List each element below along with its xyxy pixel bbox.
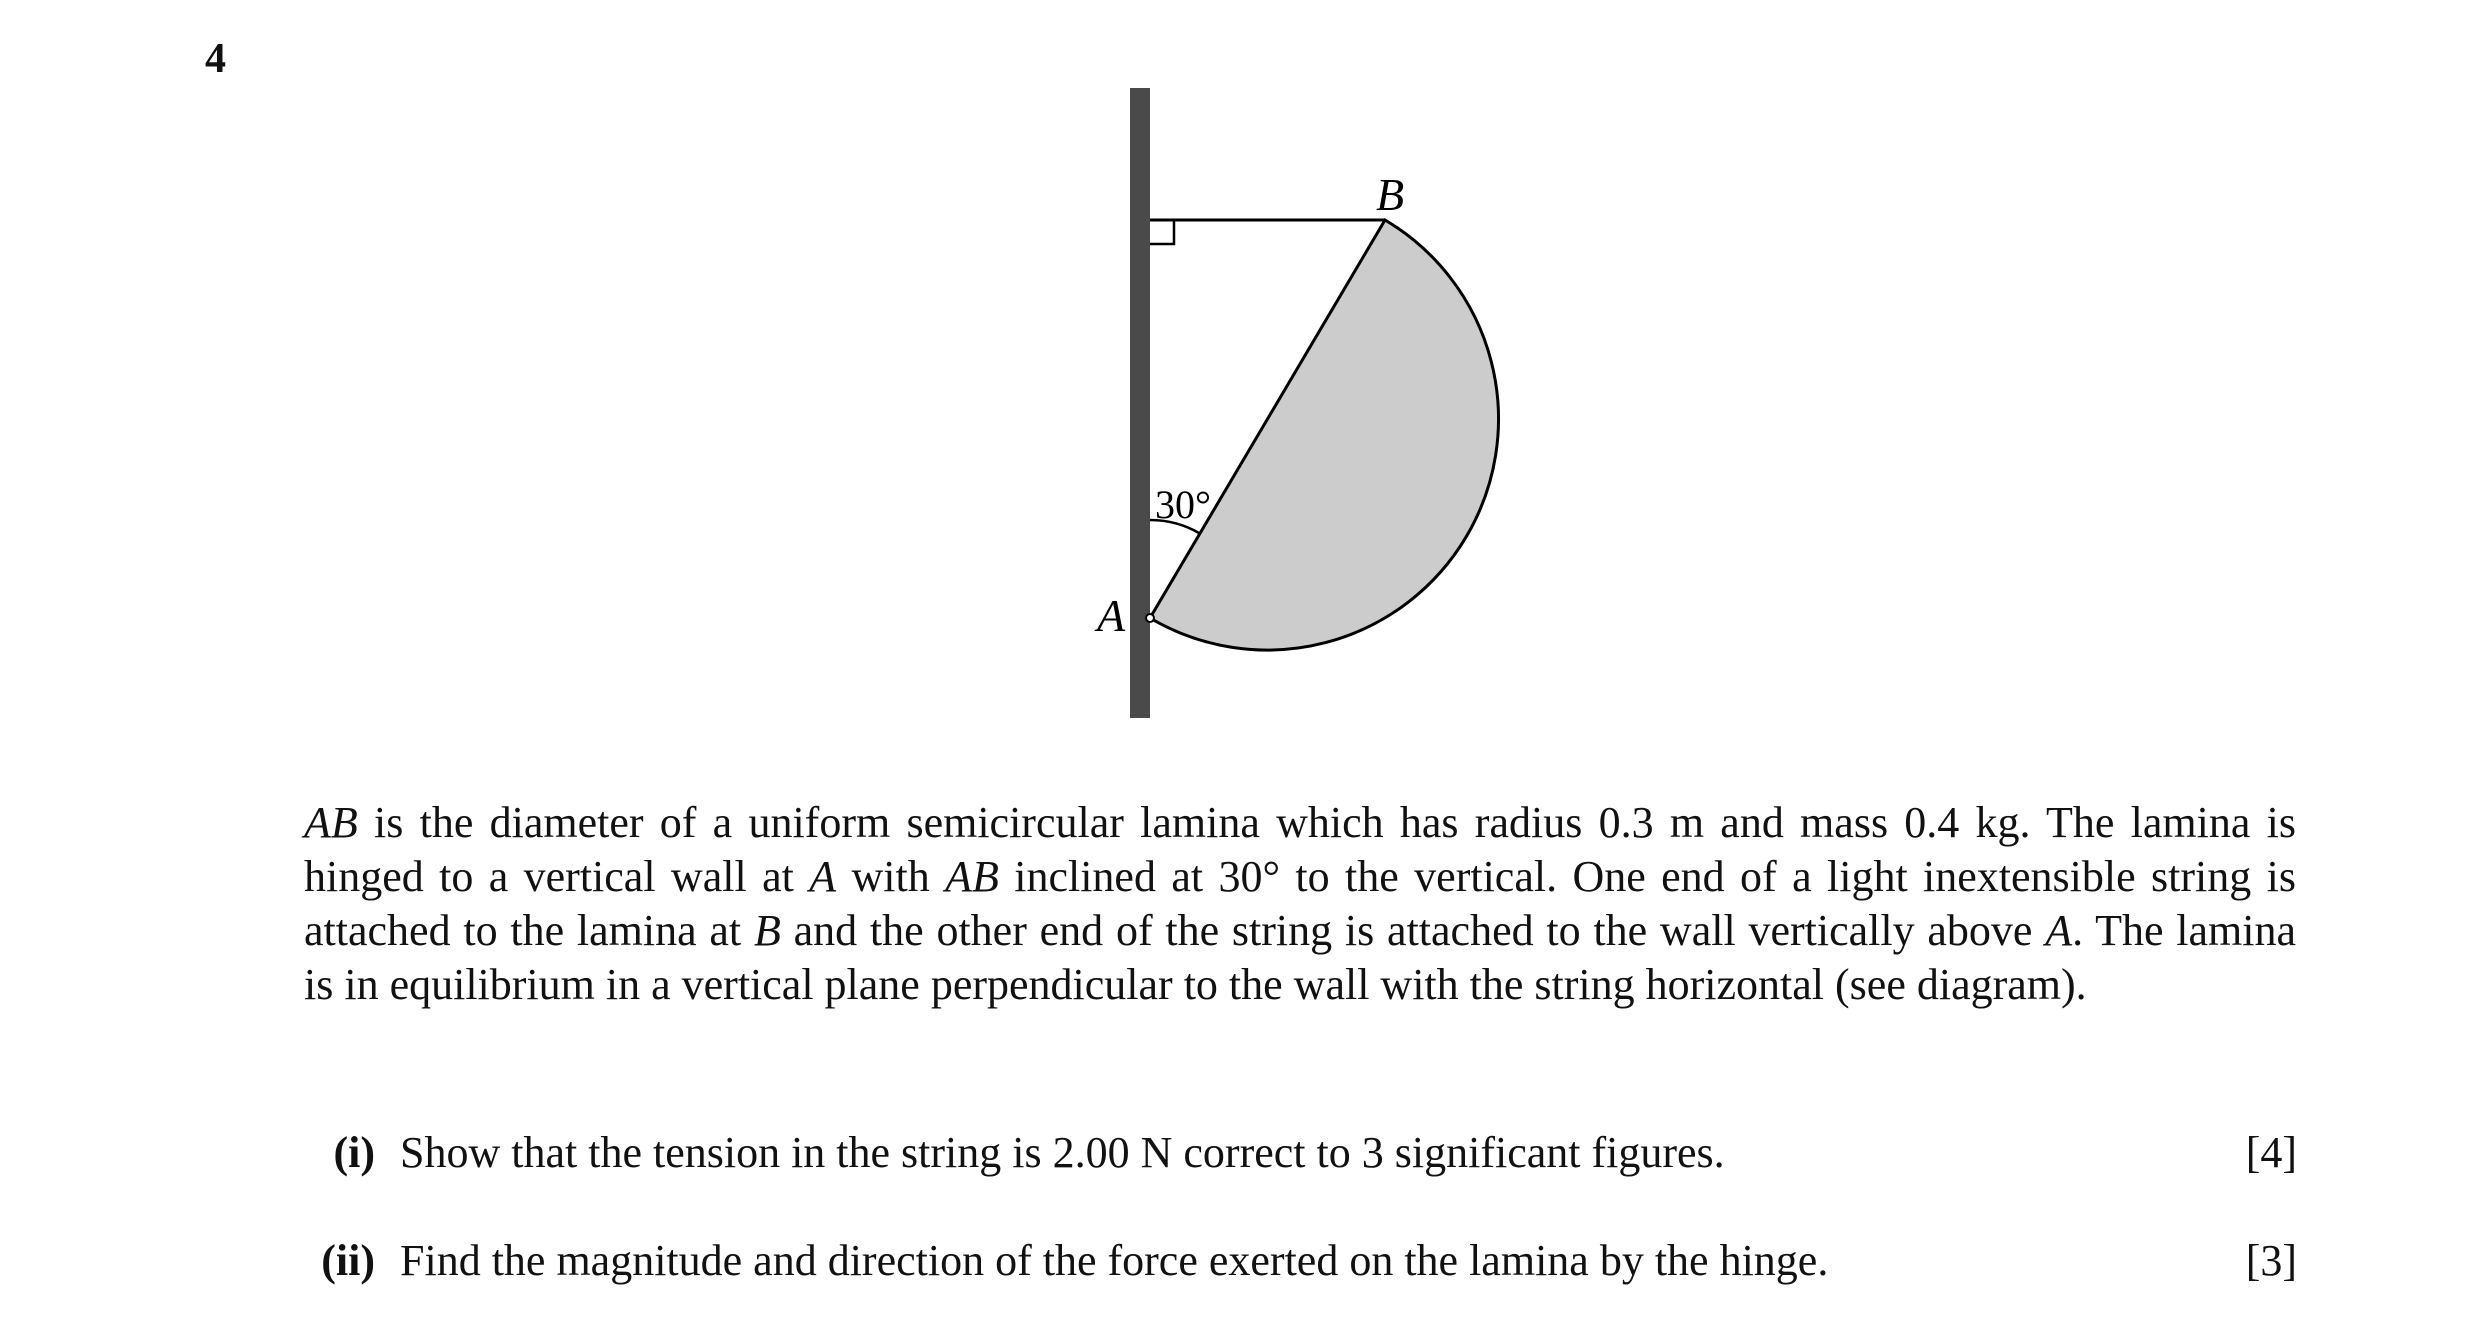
- part-marks: [4]: [2245, 1128, 2297, 1177]
- wall: [1130, 88, 1150, 718]
- label-a: A: [1097, 590, 1126, 641]
- stem-a: A: [809, 852, 837, 901]
- question-stem: [304, 796, 2296, 1012]
- stem-text-3: inclined at 30° to the vertical. One end of a light inextensible string is attached to the lamina at: [304, 852, 2296, 955]
- stem-b: B: [753, 906, 781, 955]
- question-number: 4: [205, 36, 226, 82]
- part-text: Find the magnitude and direction of the force exerted on the lamina by the hinge.: [400, 1236, 1829, 1285]
- angle-label: 30°: [1155, 482, 1211, 527]
- part-marks: [3]: [2245, 1236, 2297, 1285]
- label-b: B: [1376, 169, 1405, 220]
- part-label: (i): [333, 1128, 375, 1177]
- part-label: (ii): [321, 1236, 375, 1285]
- stem-a-2: A: [2045, 906, 2073, 955]
- stem-text-1: is the diameter of a uniform semicircular lamina which has radius 0.3 m and mass 0.4 kg. The lamina is hinged to a vertical wall at: [304, 798, 2296, 901]
- stem-text-2: with: [836, 852, 946, 901]
- stem-ab: AB: [304, 798, 358, 847]
- stem-text-5: . The lamina is in equilibrium in a vertical plane perpendicular to the wall with the string horizontal (see diagram).: [304, 906, 2297, 1009]
- stem-ab-2: AB: [945, 852, 999, 901]
- semicircular-lamina: [1150, 220, 1499, 650]
- part-text: Show that the tension in the string is 2.00 N correct to 3 significant figures.: [400, 1128, 1725, 1177]
- hinge: [1146, 614, 1154, 622]
- stem-text-4: and the other end of the string is attached to the wall vertically above: [780, 906, 2046, 955]
- right-angle-marker: [1150, 220, 1174, 244]
